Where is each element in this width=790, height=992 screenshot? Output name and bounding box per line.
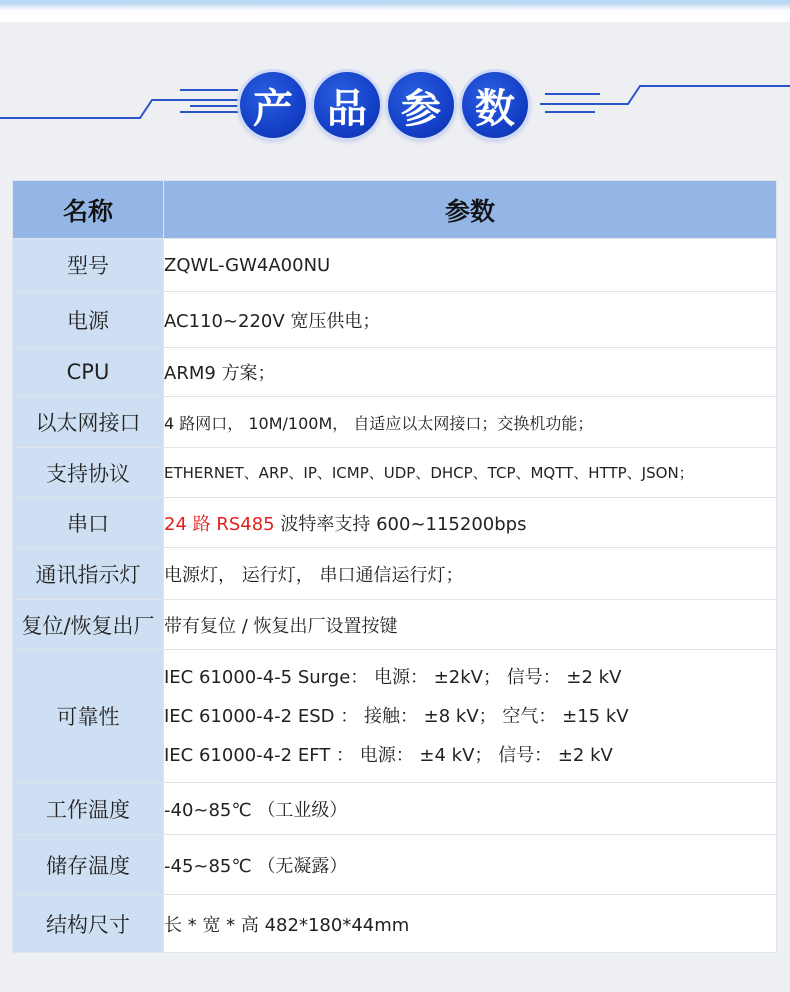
reliability-line: IEC 61000-4-2 EFT ： 电源： ±4 kV； 信号： ±2 kV bbox=[164, 744, 613, 766]
row-value bbox=[164, 498, 777, 548]
row-value-highlight: 24 路 RS485 bbox=[164, 513, 275, 535]
row-name: 以太网接口 bbox=[13, 397, 164, 448]
table-header-row bbox=[13, 181, 777, 239]
row-value bbox=[164, 650, 777, 783]
row-value: 长 * 宽 * 高 482*180*44mm bbox=[164, 895, 777, 953]
row-value-rest: 波特率支持 600~115200bps bbox=[274, 513, 527, 535]
row-name: 复位/恢复出厂 bbox=[13, 600, 164, 650]
top-banner-strip bbox=[0, 0, 790, 22]
table-row bbox=[13, 895, 777, 953]
table-row bbox=[13, 239, 777, 292]
table-row bbox=[13, 548, 777, 600]
table-row bbox=[13, 783, 777, 835]
title-char: 参 bbox=[388, 72, 454, 138]
table-row bbox=[13, 600, 777, 650]
reliability-line: IEC 61000-4-2 ESD ： 接触： ±8 kV； 空气： ±15 kV bbox=[164, 705, 629, 727]
column-header-name: 名称 bbox=[13, 181, 164, 239]
row-name: 型号 bbox=[13, 239, 164, 292]
reliability-line: IEC 61000-4-5 Surge： 电源： ±2kV； 信号： ±2 kV bbox=[164, 666, 622, 688]
column-header-value: 参数 bbox=[164, 181, 777, 239]
table-row bbox=[13, 650, 777, 783]
row-name: 支持协议 bbox=[13, 448, 164, 498]
title-char: 数 bbox=[462, 72, 528, 138]
table-row bbox=[13, 498, 777, 548]
row-value: AC110~220V 宽压供电； bbox=[164, 292, 777, 348]
table-row bbox=[13, 292, 777, 348]
row-name: 通讯指示灯 bbox=[13, 548, 164, 600]
spec-table bbox=[12, 180, 777, 953]
row-name: CPU bbox=[13, 348, 164, 397]
row-value: 带有复位 / 恢复出厂设置按键 bbox=[164, 600, 777, 650]
row-name: 电源 bbox=[13, 292, 164, 348]
row-value: ETHERNET、ARP、IP、ICMP、UDP、DHCP、TCP、MQTT、HTTP、JSON； bbox=[164, 448, 777, 498]
row-value: ZQWL-GW4A00NU bbox=[164, 239, 777, 292]
row-value: -40~85℃ （工业级） bbox=[164, 783, 777, 835]
page-title bbox=[240, 72, 532, 138]
table-row bbox=[13, 448, 777, 498]
title-char: 产 bbox=[240, 72, 306, 138]
row-name: 串口 bbox=[13, 498, 164, 548]
row-value: -45~85℃ （无凝露） bbox=[164, 835, 777, 895]
row-value: 电源灯， 运行灯， 串口通信运行灯； bbox=[164, 548, 777, 600]
table-row bbox=[13, 835, 777, 895]
table-row bbox=[13, 397, 777, 448]
row-name: 可靠性 bbox=[13, 650, 164, 783]
row-name: 工作温度 bbox=[13, 783, 164, 835]
row-name: 结构尺寸 bbox=[13, 895, 164, 953]
table-row bbox=[13, 348, 777, 397]
row-value: ARM9 方案； bbox=[164, 348, 777, 397]
title-char: 品 bbox=[314, 72, 380, 138]
row-value: 4 路网口， 10M/100M， 自适应以太网接口；交换机功能； bbox=[164, 397, 777, 448]
row-name: 储存温度 bbox=[13, 835, 164, 895]
